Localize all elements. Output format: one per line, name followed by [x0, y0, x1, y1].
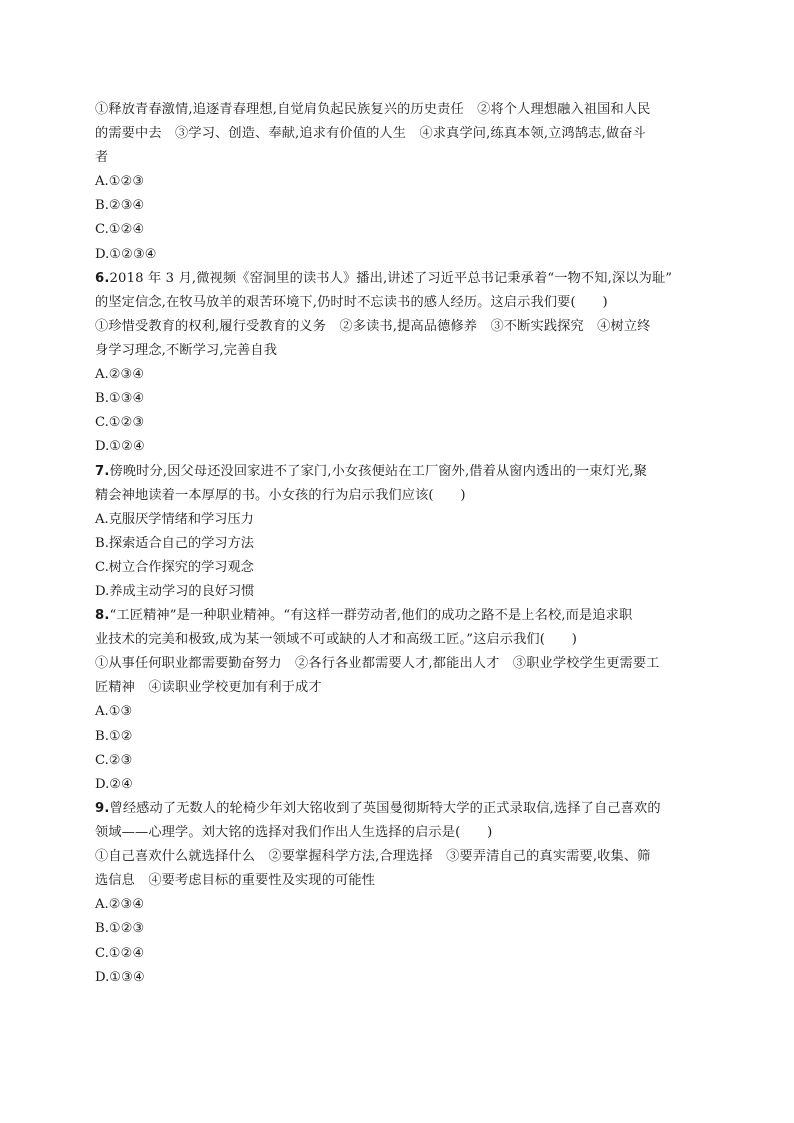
choice-line: ①自己喜欢什么就选择什么 ②要掌握科学方法,合理选择 ③要弄清自己的真实需要,收集、筛: [95, 849, 651, 865]
option-d: D.②④: [95, 777, 133, 793]
question-stem-line: 的坚定信念,在牧马放羊的艰苦环境下,仍时时不忘读书的感人经历。这启示我们要( ): [95, 294, 608, 310]
option-a: A.②③④: [95, 366, 145, 382]
option-a: A.克服厌学情绪和学习压力: [95, 511, 254, 527]
question-stem-line: [95, 797, 701, 821]
question-number: 6.: [95, 270, 110, 286]
question-8: [95, 604, 701, 797]
exam-page: [95, 98, 701, 990]
option-d: D.①②④: [95, 439, 145, 455]
option-d: D.①③④: [95, 969, 145, 985]
question-stem-line: [95, 267, 701, 291]
question-number: 7.: [95, 463, 110, 479]
question-number: 8.: [95, 608, 110, 624]
option-c: C.②③: [95, 752, 133, 768]
choice-line: ①释放青春激情,追逐青春理想,自觉肩负起民族复兴的历史责任 ②将个人理想融入祖国和人民: [95, 102, 651, 117]
question-stem-line: [95, 604, 701, 628]
question-number: 9.: [95, 801, 110, 817]
option-a: A.①②③: [95, 174, 145, 189]
option-c: C.树立合作探究的学习观念: [95, 560, 254, 576]
question-stem-text: 2018 年 3 月,微视频《窑洞里的读书人》播出,讲述了习近平总书记秉承着“一物不知,深以为耻”: [109, 270, 673, 286]
choice-line: 匠精神 ④读职业学校更加有利于成才: [95, 680, 322, 696]
question-stem-line: 业技术的完美和极致,成为某一领域不可或缺的人才和高级工匠。”这启示我们( ): [95, 632, 578, 648]
option-a: A.②③④: [95, 897, 145, 913]
option-b: B.①②: [95, 728, 133, 744]
option-d: D.①②③④: [95, 246, 157, 262]
option-a: A.①③: [95, 704, 133, 720]
option-c: C.①②④: [95, 222, 145, 238]
option-c: C.①②③: [95, 415, 145, 431]
choice-line: 选信息 ④要考虑目标的重要性及实现的可能性: [95, 873, 376, 889]
question-stem-line: 领域——心理学。刘大铭的选择对我们作出人生选择的启示是( ): [95, 825, 493, 841]
choice-line: 的需要中去 ③学习、创造、奉献,追求有价值的人生 ④求真学问,练真本领,立鸿鹄志,做奋斗: [95, 126, 646, 141]
option-c: C.①②④: [95, 945, 145, 961]
option-b: B.探索适合自己的学习方法: [95, 535, 254, 551]
question-stem-line: 精会神地读着一本厚厚的书。小女孩的行为启示我们应该( ): [95, 487, 466, 503]
option-b: B.①②③: [95, 921, 145, 937]
choice-line: 身学习理念,不断学习,完善自我: [95, 342, 278, 358]
option-b: B.①③④: [95, 391, 145, 407]
choice-line: ①珍惜受教育的权利,履行受教育的义务 ②多读书,提高品德修养 ③不断实践探究 ④树立终: [95, 318, 651, 334]
question-6: [95, 267, 701, 460]
question-stem-text: 傍晚时分,因父母还没回家进不了家门,小女孩便站在工厂窗外,借着从窗内透出的一束灯光,聚: [109, 463, 648, 479]
question-stem-text: “工匠精神”是一种职业精神。“有这样一群劳动者,他们的成功之路不是上名校,而是追求职: [109, 608, 633, 624]
question-5-tail: [95, 98, 701, 267]
question-stem-text: 曾经感动了无数人的轮椅少年刘大铭收到了英国曼彻斯特大学的正式录取信,选择了自己喜欢的: [109, 801, 661, 817]
question-9: [95, 797, 701, 990]
choice-line: 者: [95, 150, 109, 165]
question-7: [95, 460, 701, 605]
question-stem-line: [95, 460, 701, 484]
choice-line: ①从事任何职业都需要勤奋努力 ②各行各业都需要人才,都能出人才 ③职业学校学生更需要工: [95, 656, 660, 672]
option-d: D.养成主动学习的良好习惯: [95, 584, 255, 600]
option-b: B.②③④: [95, 198, 145, 214]
